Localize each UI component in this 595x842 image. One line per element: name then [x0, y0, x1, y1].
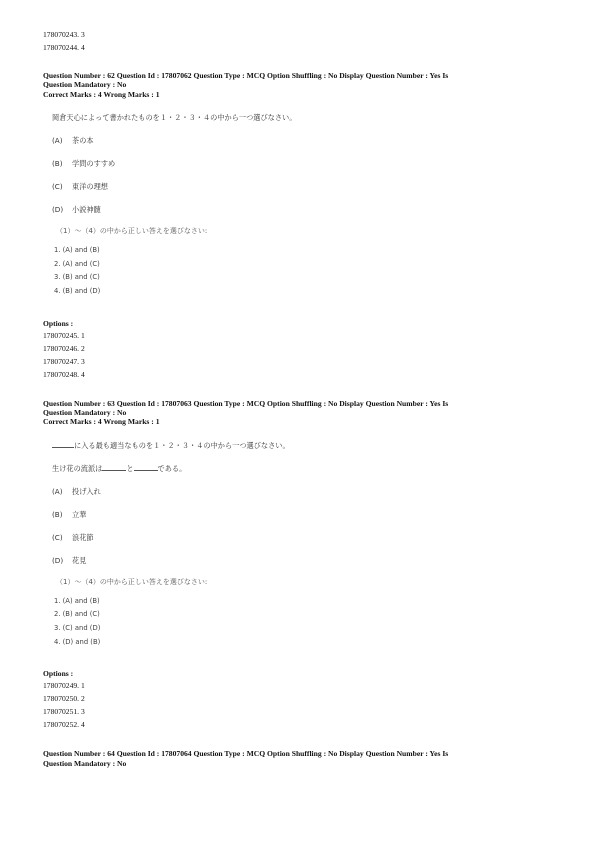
- options-list: [43, 679, 553, 731]
- question-63: [43, 399, 553, 732]
- options-heading: Options :: [43, 669, 74, 679]
- answer-item: 2. (B) and (C): [54, 610, 100, 619]
- fill-blank: [134, 463, 158, 471]
- question-meta: Question Number : 62 Question Id : 17807062 Question Type : MCQ Option Shuffling : No Display Question Number : Yes Is: [43, 71, 449, 80]
- choice-text: 学問のすすめ: [72, 159, 116, 169]
- choice-text: 東洋の理想: [72, 182, 108, 192]
- option-line: 178070244. 4: [43, 43, 85, 52]
- choice-text: 茶の本: [72, 136, 94, 146]
- question-body: [43, 112, 553, 298]
- option-line: 178070247. 3: [43, 356, 85, 366]
- answer-item: 4. (D) and (B): [54, 637, 101, 646]
- choice-label: (A): [52, 136, 63, 146]
- question-sentence: [52, 463, 553, 474]
- option-line: 178070245. 1: [43, 330, 85, 340]
- choice-b: [52, 158, 553, 169]
- option-line: 178070249. 1: [43, 681, 85, 691]
- options-list: [43, 329, 553, 381]
- question-meta: Question Number : 63 Question Id : 17807063 Question Type : MCQ Option Shuffling : No Display Question Number : Yes Is: [43, 398, 449, 408]
- choice-text: 小説神髄: [72, 205, 101, 215]
- question-mandatory: Question Mandatory : No: [43, 758, 127, 768]
- option-line: 178070252. 4: [43, 720, 85, 730]
- choice-text: 立華: [72, 509, 87, 519]
- question-stem: [52, 440, 553, 451]
- answer-item: 3. (B) and (C): [54, 273, 100, 282]
- answer-list: [52, 244, 553, 298]
- choice-a: [52, 135, 553, 146]
- option-line: 178070250. 2: [43, 694, 85, 704]
- answer-item: 1. (A) and (B): [54, 596, 100, 605]
- choice-label: (B): [52, 159, 63, 169]
- choice-a: [52, 486, 553, 497]
- question-marks: Correct Marks : 4 Wrong Marks : 1: [43, 89, 160, 99]
- question-mandatory: Question Mandatory : No: [43, 80, 127, 90]
- fill-blank: [102, 463, 126, 471]
- answer-item: 4. (B) and (D): [54, 287, 101, 295]
- options-heading: Options :: [43, 318, 74, 328]
- sentence-part: と: [126, 463, 134, 473]
- answer-item: 2. (A) and (C): [54, 259, 100, 268]
- question-mandatory: Question Mandatory : No: [43, 408, 127, 417]
- question-body: [43, 440, 553, 649]
- sentence-part: 生け花の流派は: [52, 463, 103, 473]
- fill-blank: [52, 440, 74, 448]
- choice-label: (C): [52, 532, 63, 542]
- stem-text: に入る最も適当なものを１・２・３・４の中から一つ選びなさい。: [74, 440, 290, 450]
- answer-instruction: （1）～（4）の中から正しい答えを選びなさい:: [56, 227, 208, 236]
- question-64: [43, 749, 553, 768]
- prev-options: [43, 28, 553, 54]
- answer-list: [52, 595, 553, 649]
- choice-text: 投げ入れ: [72, 486, 101, 496]
- question-62: [43, 71, 553, 381]
- choice-label: (A): [52, 486, 63, 496]
- choice-label: (C): [52, 182, 63, 192]
- choice-text: 花見: [72, 555, 87, 565]
- option-line: 178070251. 3: [43, 707, 85, 717]
- question-meta: Question Number : 64 Question Id : 17807064 Question Type : MCQ Option Shuffling : No Display Question Number : Yes Is: [43, 749, 449, 759]
- choice-d: [52, 204, 553, 215]
- choice-label: (B): [52, 509, 63, 519]
- choice-text: 浪花節: [72, 532, 94, 542]
- choice-b: [52, 509, 553, 520]
- sentence-part: である。: [157, 463, 187, 473]
- question-marks: Correct Marks : 4 Wrong Marks : 1: [43, 417, 160, 427]
- choice-label: (D): [52, 555, 64, 565]
- answer-instruction: （1）～（4）の中から正しい答えを選びなさい:: [56, 577, 208, 586]
- answer-item: 1. (A) and (B): [54, 246, 100, 255]
- option-line: 178070248. 4: [43, 369, 85, 379]
- question-stem: 岡倉天心によって書かれたものを１・２・３・４の中から一つ選びなさい。: [52, 113, 297, 123]
- exam-page: [43, 28, 553, 768]
- choice-d: [52, 555, 553, 566]
- option-line: 178070243. 3: [43, 30, 85, 39]
- choice-c: [52, 181, 553, 192]
- choice-c: [52, 532, 553, 543]
- choice-label: (D): [52, 205, 64, 215]
- answer-item: 3. (C) and (D): [54, 624, 101, 632]
- option-line: 178070246. 2: [43, 343, 85, 353]
